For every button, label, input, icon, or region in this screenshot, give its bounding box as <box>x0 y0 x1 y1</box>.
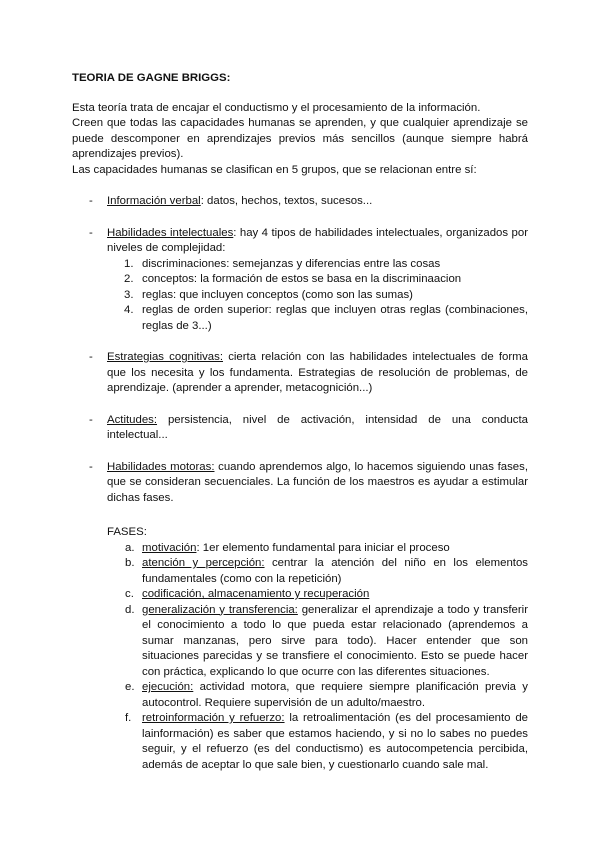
list-item <box>107 303 528 334</box>
intellectual-types-list <box>107 257 528 335</box>
fase-term: ejecución: <box>142 681 194 693</box>
section-text: : hay 4 tipos de habilidades intelectuales, organizados por niveles de complejidad: <box>107 226 528 254</box>
fase-item <box>107 556 528 587</box>
fase-term: retroinformación y refuerzo: <box>142 712 285 724</box>
fase-term: atención y percepción: <box>142 557 265 569</box>
intro-paragraph-3: Las capacidades humanas se clasifican en 5 grupos, que se relacionan entre sí: <box>72 163 477 176</box>
list-number: 3. <box>124 288 134 301</box>
fase-text: : 1er elemento fundamental para iniciar el proceso <box>196 541 450 554</box>
document-page <box>72 60 528 773</box>
fases-list <box>107 541 528 774</box>
fase-text: centrar la atención del niño en los elementos fundamentales (como con la repetición) <box>142 557 528 585</box>
fases-title: FASES: <box>107 526 147 538</box>
section-estrategias-cognitivas <box>72 350 528 397</box>
intro-paragraph-2: Creen que todas las capacidades humanas se aprenden, y que cualquier aprendizaje se puede descomponer en aprendizajes previos más sencillos (aunque siempre habrá aprendizajes previos). <box>72 117 528 160</box>
list-number: 4. <box>124 304 134 316</box>
section-term: Estrategias cognitivas: <box>107 351 223 363</box>
section-term: Información verbal <box>107 195 201 207</box>
section-term: Habilidades motoras: <box>107 460 215 473</box>
section-text: cuando aprendemos algo, lo hacemos siguiendo unas fases, que se consideran secuenciales. La función de los maestros es ayudar a estimular dichas fases. <box>107 460 528 504</box>
section-habilidades-intelectuales <box>72 226 528 335</box>
bullet-dash: - <box>89 226 93 239</box>
fase-item <box>107 587 528 603</box>
fase-text: generalizar el aprendizaje a todo y transferir el conocimiento a todo lo que pueda estar relacionado (aprendemos a sumar manzanas, pero sirve para todo). Hacer entender que son situaciones parecidas y se transfiere el conocimiento. Esto se puede hacer con práctica, explicando lo que ocurre con las diferentes situaciones. <box>142 603 529 678</box>
list-text: reglas de orden superior: reglas que incluyen otras reglas (combinaciones, reglas de 3...) <box>142 304 528 332</box>
section-text: persistencia, nivel de activación, intensidad de una conducta intelectual... <box>107 413 528 441</box>
fase-term: codificación, almacenamiento y recuperación <box>142 588 370 600</box>
fase-letter: d. <box>125 603 135 616</box>
list-item <box>107 272 528 288</box>
intro-paragraph-1: Esta teoría trata de encajar el conductismo y el procesamiento de la información. <box>72 101 481 114</box>
section-actitudes <box>72 413 528 444</box>
list-text: discriminaciones: semejanzas y diferencias entre las cosas <box>142 257 441 270</box>
fase-item <box>107 603 528 681</box>
fase-letter: a. <box>125 541 135 554</box>
list-text: conceptos: la formación de estos se basa en la discriminaacion <box>142 273 462 285</box>
fase-text: la retroalimentación (es del procesamiento de lainformación) es saber que estamos haciendo, y si no lo sabes no puedes seguir, y el refuerzo (es del conductismo) es autocompetencia percibida, además de aceptar lo que sale bien, y cuestionarlo cuando sale mal. <box>142 712 528 771</box>
bullet-dash: - <box>89 351 93 363</box>
page-title: TEORIA DE GAGNE BRIGGS: <box>72 72 231 84</box>
fase-letter: b. <box>125 557 135 569</box>
fase-text: actividad motora, que requiere siempre planificación previa y autocontrol. Requiere supervisión de un adulto/maestro. <box>142 681 528 709</box>
fase-letter: c. <box>125 588 134 600</box>
section-informacion-verbal <box>72 194 528 210</box>
list-item <box>107 288 528 304</box>
fase-letter: e. <box>125 681 135 693</box>
list-number: 1. <box>124 257 134 270</box>
section-term: Actitudes: <box>107 413 158 426</box>
bullet-dash: - <box>89 195 93 207</box>
fase-item <box>107 680 528 711</box>
fase-letter: f. <box>125 712 132 724</box>
list-text: reglas: que incluyen conceptos (como son las sumas) <box>142 288 413 301</box>
section-habilidades-motoras <box>72 460 528 507</box>
section-term: Habilidades intelectuales <box>107 226 234 239</box>
fase-item <box>107 541 528 557</box>
fase-item <box>107 711 528 773</box>
bullet-dash: - <box>89 413 93 426</box>
list-item <box>107 257 528 273</box>
fases-block <box>72 525 528 773</box>
section-text: : datos, hechos, textos, sucesos... <box>200 195 373 207</box>
list-number: 2. <box>124 273 134 285</box>
fase-term: generalización y transferencia: <box>142 603 298 616</box>
section-text: cierta relación con las habilidades intelectuales de forma que los necesita y los fundamenta. Estrategias de resolución de problemas, de aprendizaje. (aprender a aprender, metacognición...) <box>107 351 528 394</box>
bullet-dash: - <box>89 460 93 473</box>
fase-term: motivación <box>142 541 197 554</box>
